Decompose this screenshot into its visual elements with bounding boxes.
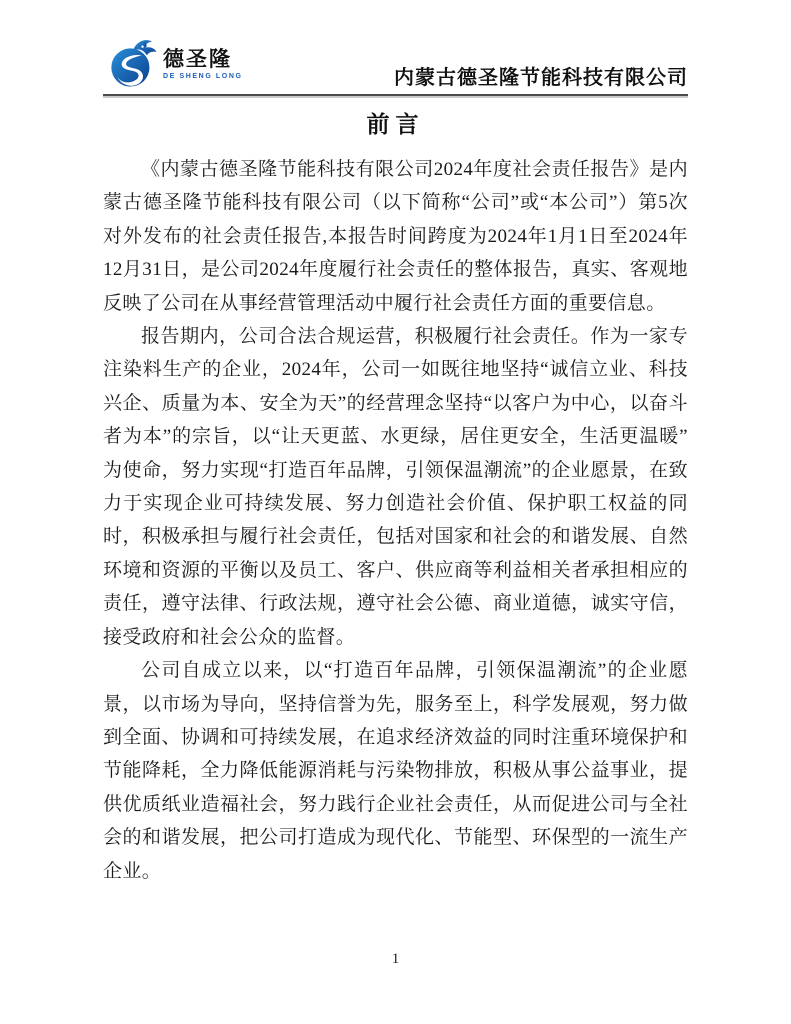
header-company-name: 内蒙古德圣隆节能科技有限公司 <box>394 67 688 89</box>
dragon-s-logo-icon <box>107 36 159 92</box>
logo-text-block <box>163 49 243 80</box>
logo-chinese-name: 德圣隆 <box>163 47 232 71</box>
page-title: 前言 <box>366 112 425 137</box>
preface-paragraph-3: 公司自成立以来，以“打造百年品牌，引领保温潮流”的企业愿景，以市场为导向，坚持信誉为先，服务至上，科学发展观，努力做到全面、协调和可持续发展，在追求经济效益的同时注重环境保护和节能降耗，全力降低能源消耗与污染物排放，积极从事公益事业，提供优质纸业造福社会，努力践行企业社会责任，从而促进公司与全社会的和谐发展，把公司打造成为现代化、节能型、环保型的一流生产企业。 <box>103 660 688 882</box>
logo-english-name: DE SHENG LONG <box>163 72 243 80</box>
preface-paragraph-1: 《内蒙古德圣隆节能科技有限公司2024年度社会责任报告》是内蒙古德圣隆节能科技有限公司（以下简称“公司”或“本公司”）第5次对外发布的社会责任报告,本报告时间跨度为2024年1月1日至2024年12月31日，是公司2024年度履行社会责任的整体报告，真实、客观地反映了公司在从事经营管理活动中履行社会责任方面的重要信息。 <box>103 159 688 314</box>
company-logo <box>107 36 243 92</box>
page-number: 1 <box>391 951 400 967</box>
document-header <box>103 36 688 96</box>
page-content <box>103 36 688 888</box>
preface-paragraph-2: 报告期内，公司合法合规运营，积极履行社会责任。作为一家专注染料生产的企业，2024年，公司一如既往地坚持“诚信立业、科技兴企、质量为本、安全为天”的经营理念坚持“以客户为中心，以奋斗者为本”的宗旨，以“让天更蓝、水更绿，居住更安全，生活更温暖”为使命，努力实现“打造百年品牌，引领保温潮流”的企业愿景，在致力于实现企业可持续发展、努力创造社会价值、保护职工权益的同时，积极承担与履行社会责任，包括对国家和社会的和谐发展、自然环境和资源的平衡以及员工、客户、供应商等利益相关者承担相应的责任，遵守法律、行政法规，遵守社会公德、商业道德，诚实守信，接受政府和社会公众的监督。 <box>103 326 688 648</box>
